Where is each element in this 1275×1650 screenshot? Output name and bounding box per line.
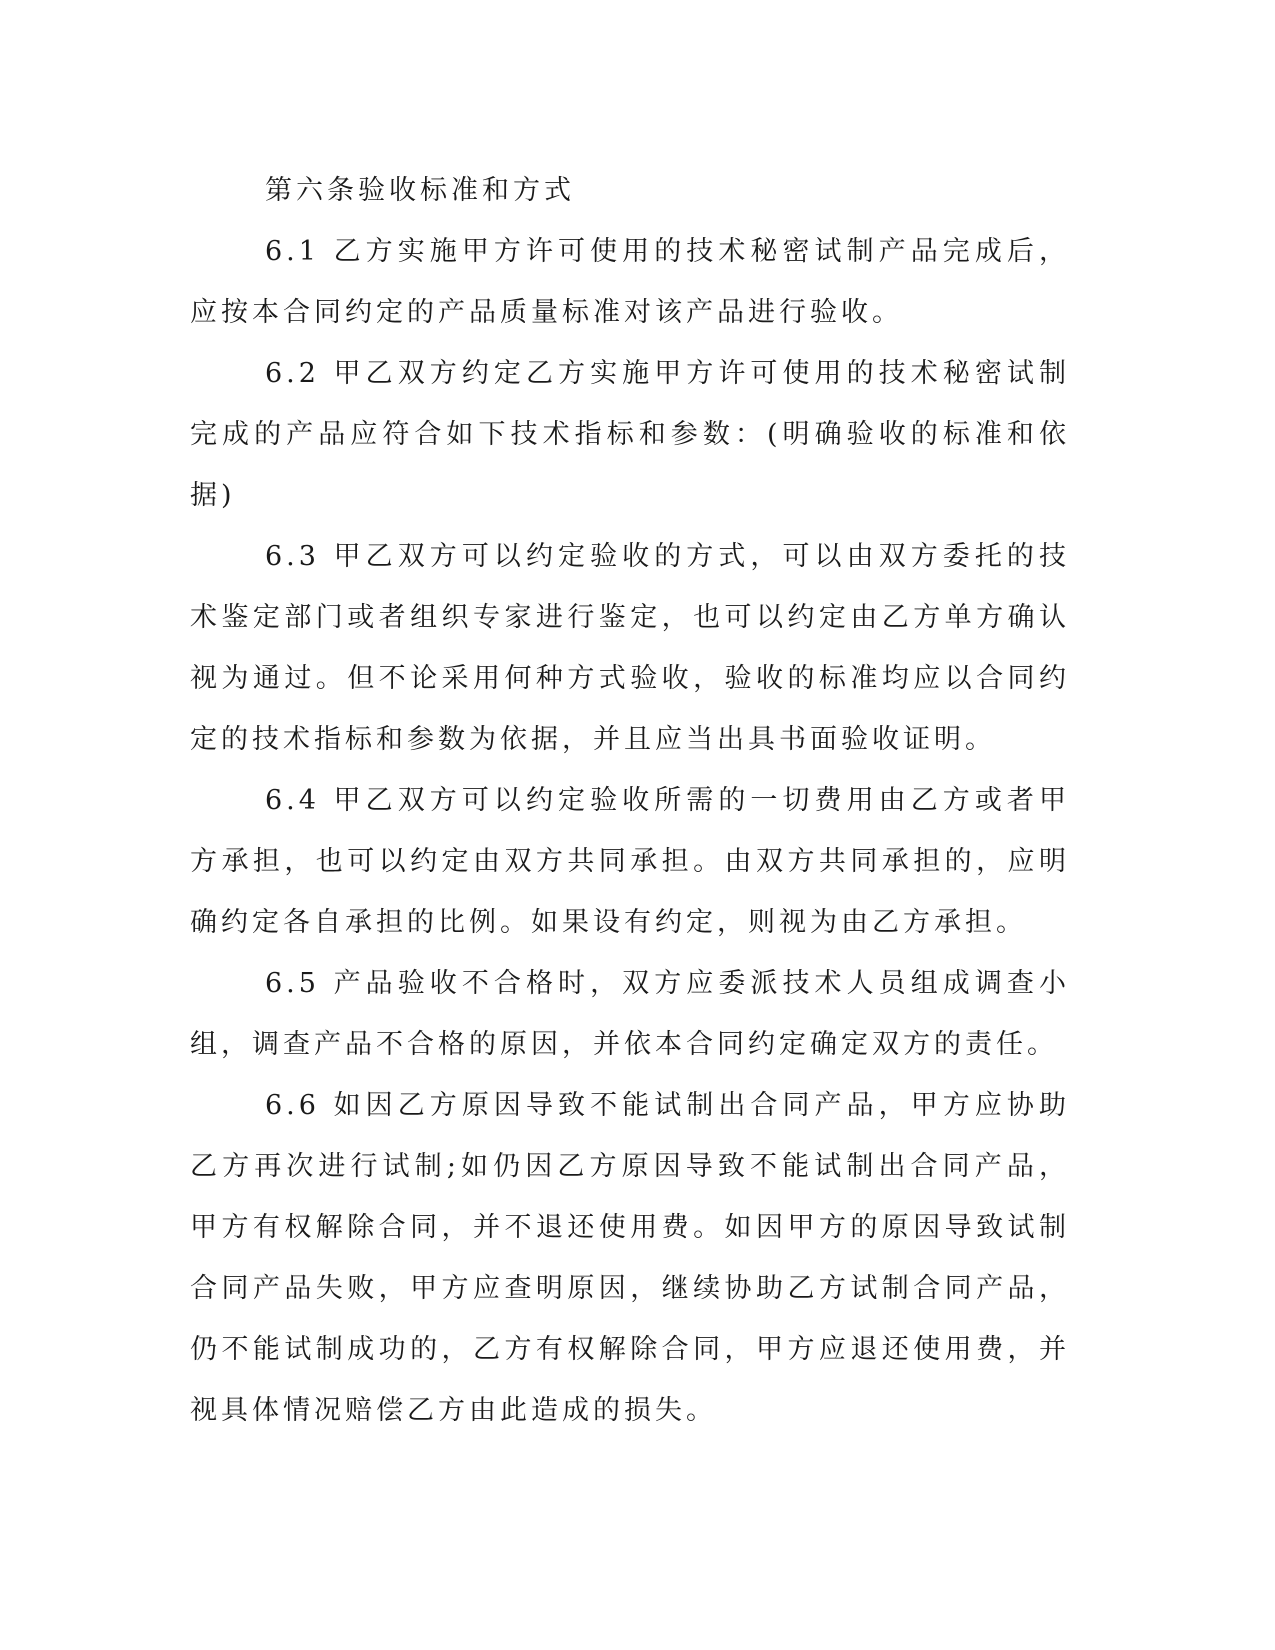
clause-6-1: 6.1 乙方实施甲方许可使用的技术秘密试制产品完成后，应按本合同约定的产品质量标准对该产品进行验收。 [190,236,1070,328]
clause-6-2: 6.2 甲乙双方约定乙方实施甲方许可使用的技术秘密试制完成的产品应符合如下技术指标和参数：(明确验收的标准和依据) [190,358,1070,511]
section-heading: 第六条验收标准和方式 [265,175,575,206]
clause-6-4: 6.4 甲乙双方可以约定验收所需的一切费用由乙方或者甲方承担，也可以约定由双方共同承担。由双方共同承担的，应明确约定各自承担的比例。如果设有约定，则视为由乙方承担。 [190,785,1070,938]
clause-6-6: 6.6 如因乙方原因导致不能试制出合同产品，甲方应协助乙方再次进行试制;如仍因乙方原因导致不能试制出合同产品，甲方有权解除合同，并不退还使用费。如因甲方的原因导致试制合同产品失败，甲方应查明原因，继续协助乙方试制合同产品，仍不能试制成功的，乙方有权解除合同，甲方应退还使用费，并视具体情况赔偿乙方由此造成的损失。 [190,1090,1070,1426]
document-body [190,160,1070,1441]
clause-6-3: 6.3 甲乙双方可以约定验收的方式，可以由双方委托的技术鉴定部门或者组织专家进行鉴定，也可以约定由乙方单方确认视为通过。但不论采用何种方式验收，验收的标准均应以合同约定的技术指标和参数为依据，并且应当出具书面验收证明。 [190,541,1070,755]
clause-6-5: 6.5 产品验收不合格时，双方应委派技术人员组成调查小组，调查产品不合格的原因，并依本合同约定确定双方的责任。 [190,968,1070,1060]
